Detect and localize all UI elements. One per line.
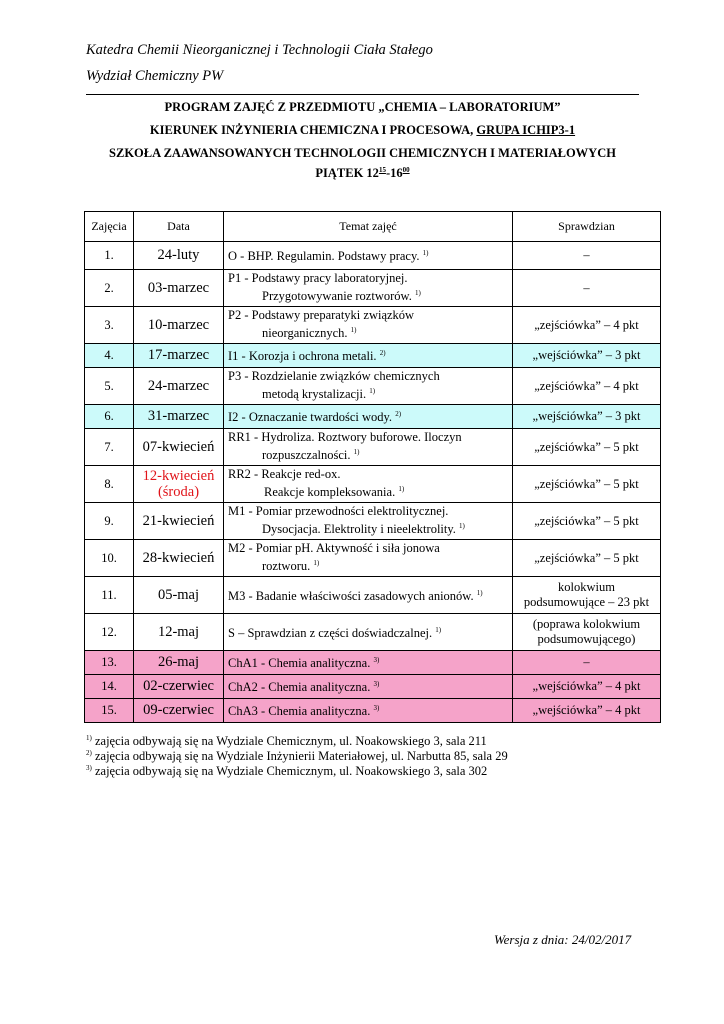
footnote-3 [86,764,487,779]
footnote-text: zajęcia odbywają się na Wydziale Chemicznym, ul. Noakowskiego 3, sala 302 [91,764,488,779]
topic-line-2 [228,286,508,304]
lesson-topic [224,368,513,405]
lesson-number: 9. [85,503,134,540]
footnote-1 [86,734,487,749]
topic-line: I1 - Korozja i ochrona metali. [228,349,377,364]
lesson-topic [224,651,513,675]
lesson-test: „zejściówka” – 5 pkt [513,540,661,577]
footnote-ref: 3) [373,656,380,665]
lesson-date: 12-maj [134,614,224,651]
test-line-2: podsumowującego) [537,632,636,646]
lesson-test: „wejściówka” – 3 pkt [513,405,661,429]
topic-line: ChA1 - Chemia analityczna. [228,656,371,671]
footnote-ref: 1) [476,588,483,597]
topic-line: M2 - Pomiar pH. Aktywność i siła jonowa [228,541,440,556]
lesson-topic [224,577,513,614]
footnote-ref: 1) [398,485,405,494]
footnote-ref: 3) [373,704,380,713]
table-row [85,699,661,723]
date-text: 12-kwiecień [142,468,215,484]
topic-line-2-text: Reakcje kompleksowania. [264,485,396,500]
footnote-mark: 2) [86,749,92,757]
topic-line-2-text: Dysocjacja. Elektrolity i nieelektrolity. [262,522,456,537]
table-row [85,503,661,540]
lesson-test [513,614,661,651]
lesson-date: 09-czerwiec [134,699,224,723]
lesson-topic [224,614,513,651]
program-title: PROGRAM ZAJĘĆ Z PRZEDMIOTU „CHEMIA – LABORATORIUM” [164,100,561,114]
direction-text: KIERUNEK INŻYNIERIA CHEMICZNA I PROCESOWA, [149,123,477,137]
table-row [85,242,661,270]
lesson-number: 3. [85,307,134,344]
lesson-topic [224,699,513,723]
lesson-topic [224,675,513,699]
lesson-number: 7. [85,429,134,466]
topic-line-2 [228,384,508,402]
lesson-test: „zejściówka” – 5 pkt [513,466,661,503]
footnote-ref: 1) [313,559,320,568]
footnote-ref: 1) [350,326,357,335]
time-start-minutes: 15 [378,166,386,174]
lesson-number: 1. [85,242,134,270]
lesson-topic [224,344,513,368]
department-name: Katedra Chemii Nieorganicznej i Technologii Ciała Stałego [86,42,433,58]
lesson-number: 4. [85,344,134,368]
lesson-date: 24-luty [134,242,224,270]
lesson-topic [224,429,513,466]
lesson-date: 02-czerwiec [134,675,224,699]
lesson-test: „zejściówka” – 5 pkt [513,503,661,540]
lesson-number: 14. [85,675,134,699]
lesson-date: 07-kwiecień [134,429,224,466]
lesson-date: 28-kwiecień [134,540,224,577]
test-line-2: podsumowujące – 23 pkt [523,595,650,609]
table-row [85,614,661,651]
test-line: (poprawa kolokwium [532,617,641,631]
footnote-ref: 2) [379,349,386,358]
topic-line-2 [228,556,508,574]
table-row [85,270,661,307]
lesson-test: – [513,242,661,270]
lesson-number: 13. [85,651,134,675]
footnote-ref: 1) [435,625,442,634]
date-note: (środa) [157,484,200,500]
table-row [85,307,661,344]
lesson-test: „wejściówka” – 4 pkt [513,699,661,723]
lesson-number: 2. [85,270,134,307]
table-row [85,675,661,699]
lesson-date: 24-marzec [134,368,224,405]
lesson-number: 6. [85,405,134,429]
time-end-minutes: 00 [402,166,410,174]
topic-line: M1 - Pomiar przewodności elektrolitycznej. [228,504,449,519]
lesson-topic [224,540,513,577]
schedule-table [84,211,661,723]
lesson-test: „wejściówka” – 3 pkt [513,344,661,368]
lesson-date: 03-marzec [134,270,224,307]
footnote-ref: 2) [395,410,402,419]
footnote-ref: 1) [353,448,360,457]
table-row [85,577,661,614]
footnote-ref: 1) [422,249,429,258]
table-row [85,540,661,577]
lesson-date: 26-maj [134,651,224,675]
lesson-test: „wejściówka” – 4 pkt [513,675,661,699]
topic-line: M3 - Badanie właściwości zasadowych anionów. [228,589,474,604]
version-date: Wersja z dnia: 24/02/2017 [494,932,632,947]
table-row [85,405,661,429]
topic-line-2 [228,482,508,500]
topic-line: P1 - Podstawy pracy laboratoryjnej. [228,271,408,286]
lesson-number: 10. [85,540,134,577]
table-row [85,429,661,466]
footnote-text: zajęcia odbywają się na Wydziale Chemicznym, ul. Noakowskiego 3, sala 211 [91,734,487,749]
topic-line: ChA2 - Chemia analityczna. [228,680,371,695]
footnote-mark: 3) [86,764,92,772]
table-row [85,466,661,503]
test-line: kolokwium [558,580,615,594]
school-name: SZKOŁA ZAAWANSOWANYCH TECHNOLOGII CHEMICZNYCH I MATERIAŁOWYCH [109,146,616,160]
lesson-date: 17-marzec [134,344,224,368]
table-row [85,368,661,405]
topic-line-2-text: nieorganicznych. [262,326,348,341]
topic-line-2-text: roztworu. [262,559,311,574]
lesson-topic [224,270,513,307]
footnote-mark: 1) [86,734,92,742]
footnote-ref: 1) [414,289,421,298]
lesson-number: 5. [85,368,134,405]
topic-line: P2 - Podstawy preparatyki związków [228,308,415,323]
schedule-time [70,166,655,181]
topic-line-2-text: rozpuszczalności. [262,448,351,463]
topic-line: S – Sprawdzian z części doświadczalnej. [228,626,433,641]
header-test: Sprawdzian [513,212,661,242]
footnote-2 [86,749,508,764]
footnote-ref: 1) [369,387,376,396]
program-direction [70,123,655,138]
header-lesson: Zajęcia [85,212,134,242]
lesson-test [513,577,661,614]
header-date: Data [134,212,224,242]
lesson-number: 8. [85,466,134,503]
topic-line: O - BHP. Regulamin. Podstawy pracy. [228,249,420,264]
topic-line: ChA3 - Chemia analityczna. [228,704,371,719]
lesson-number: 12. [85,614,134,651]
topic-line-2 [228,323,508,341]
lesson-topic [224,405,513,429]
lesson-topic [224,242,513,270]
lesson-topic [224,503,513,540]
schedule-table-body [85,212,661,723]
table-row [85,344,661,368]
header-topic: Temat zajęć [224,212,513,242]
header-divider [86,94,639,95]
lesson-topic [224,307,513,344]
topic-line-2-text: Przygotowywanie roztworów. [262,289,412,304]
lesson-test: – [513,270,661,307]
table-row [85,651,661,675]
lesson-test: „zejściówka” – 5 pkt [513,429,661,466]
lesson-test: „zejściówka” – 4 pkt [513,368,661,405]
lesson-topic [224,466,513,503]
lesson-number: 11. [85,577,134,614]
group-name: GRUPA ICHIP3-1 [476,123,576,137]
faculty-name: Wydział Chemiczny PW [86,68,224,84]
lesson-test: „zejściówka” – 4 pkt [513,307,661,344]
topic-line: RR2 - Reakcje red-ox. [228,467,341,482]
topic-line-2 [228,445,508,463]
table-header-row [85,212,661,242]
lesson-date: 31-marzec [134,405,224,429]
time-day: PIĄTEK 12 [315,166,379,181]
topic-line: P3 - Rozdzielanie związków chemicznych [228,369,440,384]
topic-line: I2 - Oznaczanie twardości wody. [228,410,393,425]
lesson-date: 21-kwiecień [134,503,224,540]
lesson-number: 15. [85,699,134,723]
topic-line: RR1 - Hydroliza. Roztwory buforowe. Iloczyn [228,430,462,445]
footnote-ref: 1) [459,522,465,531]
lesson-date [134,466,224,503]
time-end-hour: -16 [385,166,403,181]
footnote-text: zajęcia odbywają się na Wydziale Inżynierii Materiałowej, ul. Narbutta 85, sala 29 [91,749,508,764]
footnote-ref: 3) [373,680,380,689]
topic-line-2-text: metodą krystalizacji. [262,387,367,402]
lesson-date: 10-marzec [134,307,224,344]
topic-line-2 [228,519,508,537]
lesson-test: – [513,651,661,675]
lesson-date: 05-maj [134,577,224,614]
